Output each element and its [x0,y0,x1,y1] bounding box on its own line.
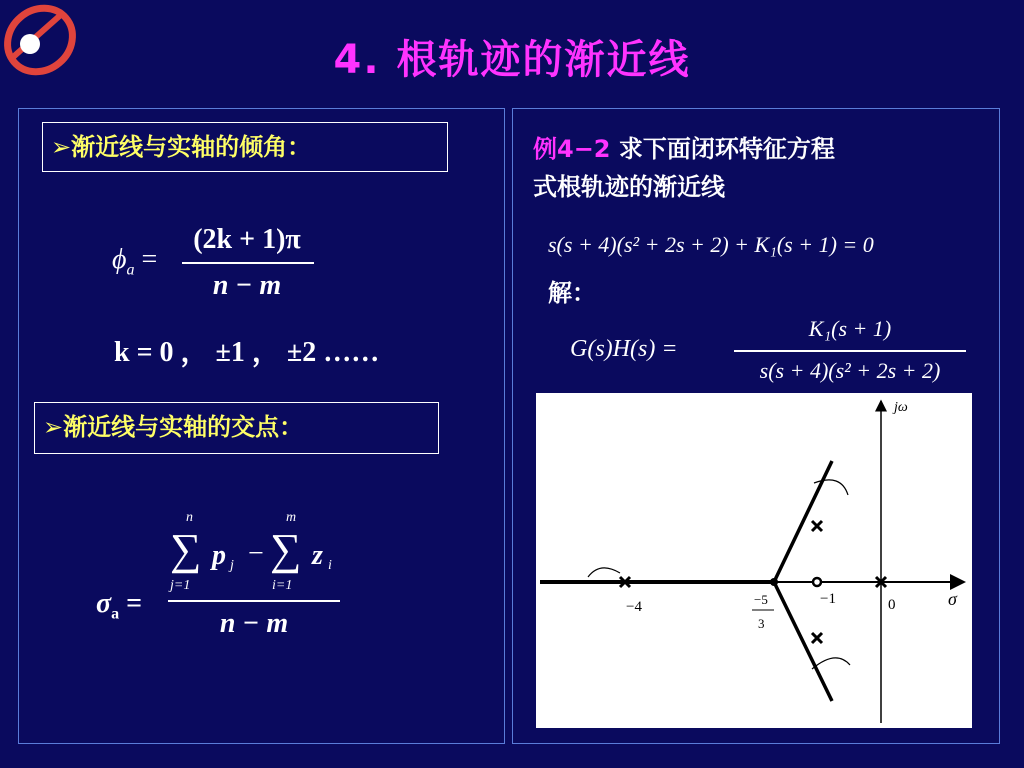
fraction-bar [182,262,314,264]
centroid-point [770,578,778,586]
phi-a-symbol: $\phi_a$ = [112,244,158,279]
fraction-bar [168,600,340,602]
characteristic-equation: s(s + 4)(s² + 2s + 2) + K₁(s + 1) = 0 [548,232,874,257]
angle-denominator: n − m [212,270,282,301]
axis-x-label: σ [948,589,957,609]
centroid-numerator: −5 [754,592,768,607]
sigma-numerator: n ∑ j=1 p j − m ∑ i=1 z i [170,510,332,593]
page-title: 4. 根轨迹的渐近线 [333,37,691,83]
k-values: k = 0 ， ±1 ， ±2 …… [114,337,380,368]
tick-zero: 0 [888,597,896,613]
axis-y-label: jω [894,400,908,415]
gh-denominator: s(s + 4)(s² + 2s + 2) [759,358,941,383]
fraction-bar [734,350,966,352]
gh-lhs: G(s)H(s) = [570,336,678,362]
sum-symbol-1: ∑ [170,525,202,574]
sigma-a-symbol: $\sigma_a$ = [96,588,143,623]
gh-numerator: K₁(s + 1) [808,316,892,341]
tick-minus1: −1 [820,591,836,607]
angle-label: ➢渐近线与实轴的倾角： [42,122,448,172]
tick-minus4: −4 [626,599,642,615]
solution-label: 解： [548,279,596,307]
centroid-denominator: 3 [758,616,765,631]
intersection-label: ➢渐近线与实轴的交点： [34,402,439,454]
angle-numerator: (2k + 1)π [193,224,301,255]
example-tag: 例4−2 [533,135,611,163]
sum-symbol-2: ∑ [270,525,302,574]
root-locus-plot [536,393,972,728]
zero-marker [813,578,821,586]
example-text: 例4−2 求下面闭环特征方程 式根轨迹的渐近线 [533,135,835,201]
sigma-denominator: n − m [219,608,289,639]
